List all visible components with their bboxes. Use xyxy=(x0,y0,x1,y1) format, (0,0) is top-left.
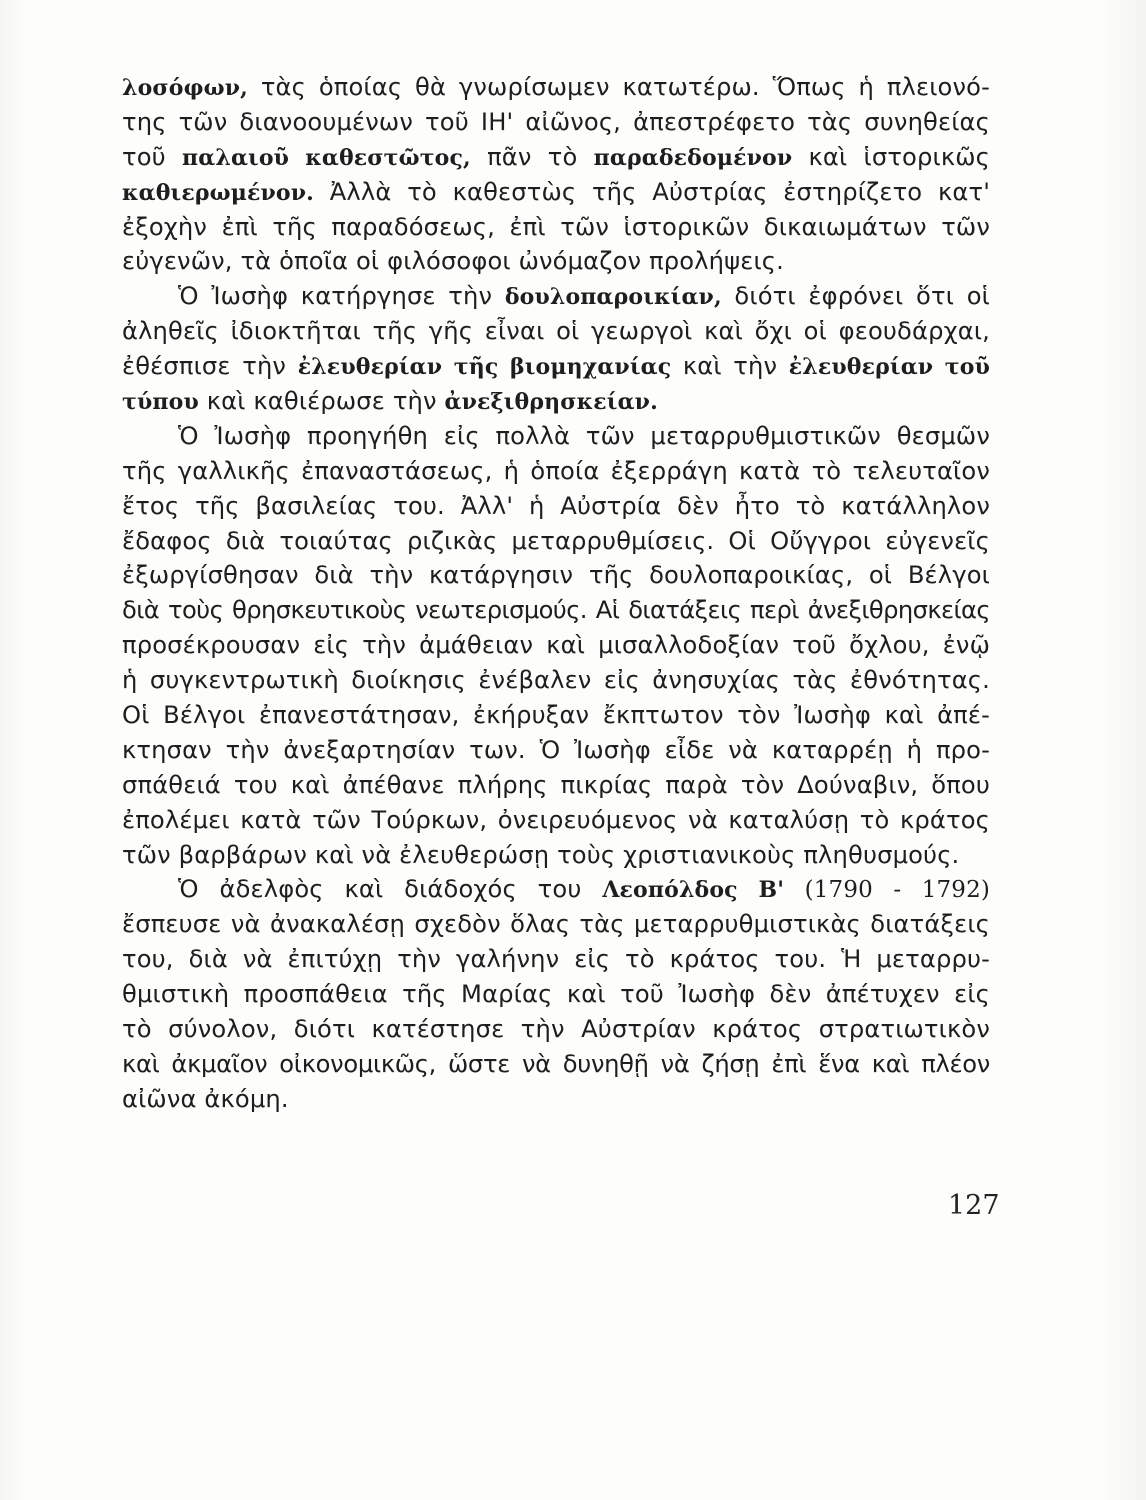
text-line: σπάθειά του καὶ ἀπέθανε πλήρης πικρίας παρὰ τὸν Δούναβιν, ὅπου xyxy=(122,770,990,799)
bold-term: καθιερωμένον. xyxy=(122,179,314,206)
text-line: της τῶν διανοουμένων τοῦ ΙΗ' αἰῶνος, ἀπεστρέφετο τὰς συνηθείας xyxy=(122,107,990,136)
text-line: καὶ ἀκμαῖον οἰκονομικῶς, ὥστε νὰ δυνηθῇ νὰ ζήσῃ ἐπὶ ἕνα καὶ πλέον xyxy=(122,1049,990,1078)
text-line: τὸ σύνολον, διότι κατέστησε τὴν Αὐστρίαν κράτος στρατιωτικὸν xyxy=(122,1015,990,1044)
text-line: Οἱ Βέλγοι ἐπανεστάτησαν, ἐκήρυξαν ἔκπτωτον τὸν Ἰωσὴφ καὶ ἀπέ- xyxy=(122,701,990,730)
text-line: ἐξοχὴν ἐπὶ τῆς παραδόσεως, ἐπὶ τῶν ἱστορικῶν δικαιωμάτων τῶν xyxy=(122,212,990,241)
text-line: εὐγενῶν, τὰ ὁποῖα οἱ φιλόσοφοι ὠνόμαζον προλήψεις. xyxy=(122,247,784,276)
text-line: ἐξωργίσθησαν διὰ τὴν κατάργησιν τῆς δουλοπαροικίας, οἱ Βέλγοι xyxy=(122,561,990,590)
text-line: τύπου καὶ καθιέρωσε τὴν ἀνεξιθρησκείαν. xyxy=(122,387,658,416)
text-line: προσέκρουσαν εἰς τὴν ἀμάθειαν καὶ μισαλλοδοξίαν τοῦ ὄχλου, ἐνῷ xyxy=(122,631,990,660)
text-line: Ὁ Ἰωσὴφ προηγήθη εἰς πολλὰ τῶν μεταρρυθμιστικῶν θεσμῶν xyxy=(178,421,990,450)
text-line: ἀληθεῖς ἰδιοκτῆται τῆς γῆς εἶναι οἱ γεωργοὶ καὶ ὄχι οἱ φεουδάρχαι, xyxy=(122,317,990,346)
text-line: ἔτος τῆς βασιλείας του. Ἀλλ' ἡ Αὐστρία δὲν ἦτο τὸ κατάλληλον xyxy=(122,491,990,520)
text-line: ἐπολέμει κατὰ τῶν Τούρκων, ὀνειρευόμενος νὰ καταλύσῃ τὸ κράτος xyxy=(122,805,990,834)
text-line: θμιστικὴ προσπάθεια τῆς Μαρίας καὶ τοῦ Ἰωσὴφ δὲν ἀπέτυχεν εἰς xyxy=(122,980,990,1009)
bold-term: ἐλευθερίαν τῆς βιομηχανίας xyxy=(297,354,672,381)
page-number: 127 xyxy=(948,1190,1000,1221)
text-line: αἰῶνα ἀκόμη. xyxy=(122,1084,289,1113)
bold-term: λοσόφων, xyxy=(122,75,248,101)
text-line: τῶν βαρβάρων καὶ νὰ ἐλευθερώσῃ τοὺς χριστιανικοὺς πληθυσμούς. xyxy=(122,840,960,869)
bold-term: παραδεδομένον xyxy=(593,144,793,171)
text-line: διὰ τοὺς θρησκευτικοὺς νεωτερισμούς. Αἱ διατάξεις περὶ ἀνεξιθρησκείας xyxy=(122,596,990,625)
text-line: ἐθέσπισε τὴν ἐλευθερίαν τῆς βιομηχανίας καὶ τὴν ἐλευθερίαν τοῦ xyxy=(122,352,990,381)
text-line: κτησαν τὴν ἀνεξαρτησίαν των. Ὁ Ἰωσὴφ εἶδε νὰ καταρρέῃ ἡ προ- xyxy=(122,735,990,764)
bold-term: τύπου xyxy=(122,389,199,416)
text-line: τῆς γαλλικῆς ἐπαναστάσεως, ἡ ὁποία ἐξερράγη κατὰ τὸ τελευταῖον xyxy=(122,456,990,485)
bold-term: παλαιοῦ καθεστῶτος, xyxy=(182,144,471,171)
text-line: ἡ συγκεντρωτικὴ διοίκησις ἐνέβαλεν εἰς ἀνησυχίας τὰς ἐθνότητας. xyxy=(122,666,990,695)
text-line: καθιερωμένον. Ἀλλὰ τὸ καθεστὼς τῆς Αὐστρίας ἐστηρίζετο κατ' xyxy=(122,177,990,206)
text-line: Ὁ Ἰωσὴφ κατήργησε τὴν δουλοπαροικίαν, διότι ἐφρόνει ὅτι οἱ xyxy=(178,282,990,311)
bold-term: Λεοπόλδος Β' xyxy=(602,877,785,904)
bold-term: δουλοπαροικίαν, xyxy=(504,284,722,311)
text-line: του, διὰ νὰ ἐπιτύχῃ τὴν γαλήνην εἰς τὸ κράτος του. Ἡ μεταρρυ- xyxy=(122,945,990,974)
text-line: ἔσπευσε νὰ ἀνακαλέσῃ σχεδὸν ὅλας τὰς μεταρρυθμιστικὰς διατάξεις xyxy=(122,910,990,939)
text-line: τοῦ παλαιοῦ καθεστῶτος, πᾶν τὸ παραδεδομένον καὶ ἱστορικῶς xyxy=(122,142,990,171)
text-line: Ὁ ἀδελφὸς καὶ διάδοχός του Λεοπόλδος Β' (1790 - 1792) xyxy=(178,875,990,904)
body-text xyxy=(122,70,990,1117)
bold-term: ἐλευθερίαν τοῦ xyxy=(788,354,990,381)
text-line: ἔδαφος διὰ τοιαύτας ριζικὰς μεταρρυθμίσεις. Οἱ Οὔγγροι εὐγενεῖς xyxy=(122,526,990,555)
text-line: λοσόφων, τὰς ὁποίας θὰ γνωρίσωμεν κατωτέρω. Ὅπως ἡ πλειονό- xyxy=(122,73,990,101)
bold-term: ἀνεξιθρησκείαν. xyxy=(444,389,658,416)
